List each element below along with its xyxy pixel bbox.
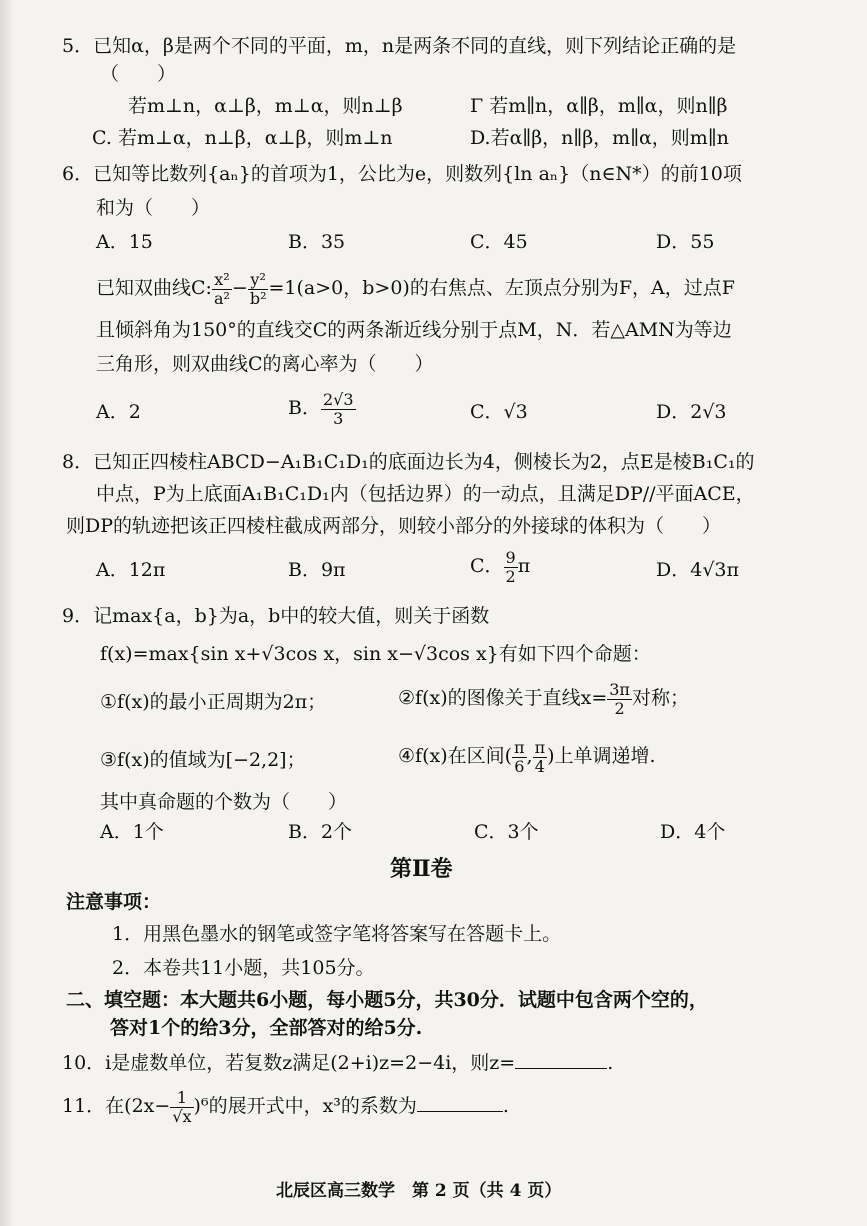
frac-numerator: π <box>534 737 546 757</box>
q9-option-c: C．3个 <box>474 821 539 843</box>
frac-denominator: a² <box>213 288 230 308</box>
q6-option-c: C．45 <box>470 231 528 253</box>
q7-line1-prefix: 已知双曲线C: <box>96 277 212 299</box>
q7-frac-x2-a2 <box>212 271 232 308</box>
notice-item-2: 2．本卷共11小题，共105分。 <box>112 957 375 979</box>
q11-fraction <box>170 1089 193 1126</box>
scan-edge-shadow <box>0 0 14 1226</box>
frac-numerator: x² <box>212 271 232 290</box>
q5-option-a: 若m⊥n，α⊥β，m⊥α，则n⊥β <box>128 95 403 117</box>
q9-stem-line2: f(x)=max{sin x+√3cos x，sin x−√3cos x}有如下四个命题： <box>100 643 651 665</box>
q11-text-suffix: )⁶的展开式中，x³的系数为 <box>193 1095 417 1117</box>
period: . <box>607 1052 614 1074</box>
prop4-text: ④f(x)在区间( <box>398 745 513 767</box>
q7-option-a: A．2 <box>96 401 141 423</box>
option-label: C． <box>470 555 504 577</box>
q9-proposition-1: ①f(x)的最小正周期为2π； <box>100 691 327 713</box>
q8-stem-line3: 则DP的轨迹把该正四棱柱截成两部分，则较小部分的外接球的体积为（ ） <box>66 515 722 537</box>
q6-option-d: D．55 <box>656 231 715 253</box>
q7-stem-line1 <box>96 268 735 308</box>
q6-stem-line2: 和为（ ） <box>96 197 211 219</box>
q6-option-a: A．15 <box>96 231 153 253</box>
q10-text: 10．i是虚数单位，若复数z满足(2+i)z=2−4i，则z= <box>62 1052 516 1074</box>
notice-item-1: 1．用黑色墨水的钢笔或签字笔将答案写在答题卡上。 <box>112 923 562 945</box>
q9-prop2-fraction <box>607 681 632 718</box>
frac-numerator: 1 <box>170 1089 193 1108</box>
frac-denominator: 3 <box>333 408 344 428</box>
frac-denominator: 6 <box>514 756 525 776</box>
frac-numerator: π <box>514 737 525 757</box>
frac-numerator: y² <box>248 271 269 290</box>
q8-option-b: B．9π <box>288 559 346 581</box>
q8-option-c <box>470 546 530 586</box>
minus-sign: − <box>231 277 248 299</box>
section-title: 第Ⅱ卷 <box>390 856 453 882</box>
q11-stem <box>62 1082 509 1130</box>
q7-option-b-fraction <box>321 391 356 428</box>
pi-symbol: π <box>517 555 531 577</box>
q8-option-a: A．12π <box>96 559 166 581</box>
frac-numerator: 3π <box>609 679 630 699</box>
q8-option-c-fraction <box>504 549 518 586</box>
q7-frac-y2-b2 <box>248 271 269 308</box>
q7-stem-line2: 且倾斜角为150°的直线交C的两条渐近线分别于点M，N．若△AMN为等边 <box>96 319 732 341</box>
q5-answer-paren: （ ） <box>100 63 177 85</box>
q7-option-c: C．√3 <box>470 401 528 423</box>
q9-option-a: A．1个 <box>100 821 164 843</box>
q5-option-b: Γ 若m∥n，α∥β，m∥α，则n∥β <box>470 95 728 117</box>
q5-option-d: D.若α∥β，n∥β，m∥α，则m∥n <box>470 127 729 149</box>
q9-proposition-3: ③f(x)的值域为[−2,2]； <box>100 749 306 771</box>
q9-prop4-fraction-2 <box>533 739 548 776</box>
part2-heading-line1: 二、填空题：本大题共6小题，每小题5分，共30分．试题中包含两个空的， <box>66 989 708 1011</box>
q9-option-b: B．2个 <box>288 821 353 843</box>
q7-option-b <box>288 388 356 428</box>
q8-stem-line2: 中点，P为上底面A₁B₁C₁D₁内（包括边界）的一动点，且满足DP//平面ACE， <box>96 483 755 505</box>
q10-answer-blank[interactable] <box>515 1050 607 1069</box>
q7-stem-line3: 三角形，则双曲线C的离心率为（ ） <box>96 353 434 375</box>
q6-option-b: B．35 <box>288 231 346 253</box>
prop2-text: ②f(x)的图像关于直线x= <box>398 687 608 709</box>
q9-proposition-2 <box>398 678 689 718</box>
part2-heading-line2: 答对1个的给3分，全部答对的给5分. <box>110 1017 423 1039</box>
frac-denominator: 2 <box>505 566 516 586</box>
q10-stem <box>62 1050 613 1075</box>
q9-prop4-fraction-1 <box>512 739 527 776</box>
q11-text-prefix: 11．在(2x− <box>62 1095 171 1117</box>
frac-numerator: 2√3 <box>322 389 354 409</box>
option-label: B． <box>288 397 321 419</box>
page-footer: 北辰区高三数学 第 2 页（共 4 页） <box>276 1181 562 1201</box>
q7-line1-suffix: =1(a>0，b>0)的右焦点、左顶点分别为F，A，过点F <box>268 277 735 299</box>
q8-stem-line1: 8．已知正四棱柱ABCD−A₁B₁C₁D₁的底面边长为4，侧棱长为2，点E是棱B₁C₁的 <box>62 451 755 473</box>
notice-heading: 注意事项： <box>66 891 162 913</box>
q7-option-d: D．2√3 <box>656 401 727 423</box>
q8-option-d: D．4√3π <box>656 559 740 581</box>
frac-denominator: b² <box>249 288 267 308</box>
q9-proposition-4: ④f(x)在区间( $\frac{\pi}{6}$ , $\frac{\pi}{4}$ )上单调递增. <box>398 737 656 776</box>
frac-denominator: √x <box>172 1106 192 1126</box>
q9-option-d: D．4个 <box>660 821 726 843</box>
period: . <box>502 1095 509 1117</box>
q5-stem: 5．已知α，β是两个不同的平面，m，n是两条不同的直线，则下列结论正确的是 <box>62 35 737 57</box>
q6-stem-line1: 6．已知等比数列{aₙ}的首项为1，公比为e，则数列{ln aₙ}（n∈N*）的前10项 <box>62 163 742 185</box>
frac-numerator: 9 <box>505 547 516 567</box>
prop4-tail: )上单调递增. <box>547 745 656 767</box>
frac-denominator: 4 <box>534 756 545 776</box>
prop2-tail: 对称； <box>631 687 689 709</box>
frac-denominator: 2 <box>614 698 625 718</box>
q5-option-c: C. 若m⊥α，n⊥β，α⊥β，则m⊥n <box>92 127 393 149</box>
q11-answer-blank[interactable] <box>417 1093 503 1112</box>
q9-stem-line1: 9．记max{a，b}为a，b中的较大值，则关于函数 <box>62 605 490 627</box>
q9-question: 其中真命题的个数为（ ） <box>100 791 348 813</box>
